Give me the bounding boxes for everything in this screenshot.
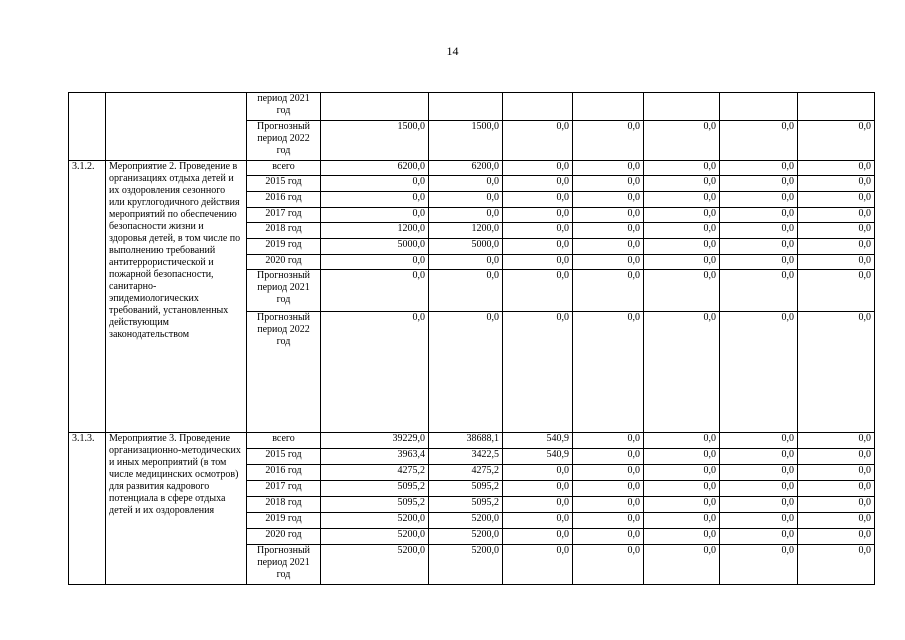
value-cell: 0,0 [644,513,720,529]
period-cell: Прогнозный период 2021 год [247,545,321,585]
value-cell: 39229,0 [321,433,429,449]
value-cell: 0,0 [644,239,720,255]
value-cell: 0,0 [503,255,573,270]
value-cell-empty [573,93,644,121]
value-cell: 0,0 [503,312,573,433]
value-cell: 0,0 [798,529,875,545]
value-cell: 0,0 [720,161,798,176]
value-cell: 0,0 [720,192,798,208]
value-cell: 0,0 [798,449,875,465]
value-cell: 0,0 [503,161,573,176]
value-cell: 0,0 [503,465,573,481]
value-cell: 6200,0 [321,161,429,176]
value-cell: 0,0 [720,529,798,545]
value-cell: 0,0 [573,481,644,497]
value-cell: 0,0 [573,270,644,312]
value-cell: 5000,0 [429,239,503,255]
value-cell: 0,0 [573,465,644,481]
value-cell: 5200,0 [429,513,503,529]
name-cell-empty [106,93,247,161]
value-cell: 0,0 [720,449,798,465]
period-cell: 2020 год [247,529,321,545]
table-row [69,93,875,121]
value-cell-empty [720,93,798,121]
value-cell: 0,0 [720,255,798,270]
value-cell: 0,0 [644,223,720,239]
value-cell: 540,9 [503,449,573,465]
value-cell: 1200,0 [429,223,503,239]
value-cell: 0,0 [798,223,875,239]
value-cell: 0,0 [321,208,429,223]
value-cell: 4275,2 [321,465,429,481]
value-cell: 5095,2 [321,481,429,497]
value-cell: 0,0 [503,223,573,239]
value-cell: 0,0 [720,270,798,312]
value-cell: 0,0 [503,529,573,545]
period-cell: 2016 год [247,192,321,208]
value-cell: 0,0 [503,270,573,312]
value-cell: 0,0 [644,449,720,465]
period-cell: Прогнозный период 2022 год [247,121,321,161]
measure-code: 3.1.2. [69,161,106,433]
budget-table [68,92,875,585]
period-cell: 2015 год [247,449,321,465]
value-cell: 5095,2 [321,497,429,513]
value-cell: 0,0 [573,529,644,545]
value-cell: 0,0 [503,208,573,223]
value-cell: 0,0 [720,513,798,529]
value-cell: 0,0 [429,192,503,208]
value-cell-empty [644,93,720,121]
period-cell: всего [247,433,321,449]
value-cell: 3422,5 [429,449,503,465]
value-cell: 0,0 [644,481,720,497]
table-row [69,161,875,176]
value-cell: 5200,0 [429,545,503,585]
value-cell: 0,0 [644,161,720,176]
period-cell: 2017 год [247,481,321,497]
value-cell: 5000,0 [321,239,429,255]
value-cell: 0,0 [644,545,720,585]
value-cell: 0,0 [503,121,573,161]
value-cell: 0,0 [644,192,720,208]
value-cell: 0,0 [798,208,875,223]
value-cell: 0,0 [573,176,644,192]
value-cell: 0,0 [798,192,875,208]
value-cell: 0,0 [644,465,720,481]
value-cell: 0,0 [720,481,798,497]
value-cell: 0,0 [644,255,720,270]
value-cell: 0,0 [798,255,875,270]
value-cell: 0,0 [720,176,798,192]
value-cell: 5200,0 [321,545,429,585]
value-cell: 0,0 [798,121,875,161]
period-cell: Прогнозный период 2022 год [247,312,321,433]
value-cell: 0,0 [321,176,429,192]
value-cell: 0,0 [644,497,720,513]
value-cell: 0,0 [720,208,798,223]
value-cell: 0,0 [429,255,503,270]
period-cell: 2019 год [247,513,321,529]
value-cell: 0,0 [798,545,875,585]
value-cell: 0,0 [573,192,644,208]
value-cell: 5200,0 [429,529,503,545]
value-cell: 0,0 [798,465,875,481]
period-cell: Прогнозный период 2021 год [247,270,321,312]
period-cell: 2018 год [247,223,321,239]
value-cell: 0,0 [573,239,644,255]
value-cell: 0,0 [798,481,875,497]
value-cell: 0,0 [573,449,644,465]
value-cell: 0,0 [798,513,875,529]
value-cell-empty [321,93,429,121]
value-cell: 0,0 [644,208,720,223]
value-cell: 38688,1 [429,433,503,449]
value-cell: 0,0 [503,239,573,255]
value-cell: 0,0 [573,497,644,513]
value-cell: 5095,2 [429,497,503,513]
value-cell: 0,0 [644,312,720,433]
value-cell: 0,0 [573,433,644,449]
value-cell: 0,0 [503,176,573,192]
table-body [69,93,875,585]
value-cell: 0,0 [798,497,875,513]
value-cell-empty [798,93,875,121]
value-cell: 0,0 [573,161,644,176]
value-cell: 0,0 [644,176,720,192]
value-cell: 0,0 [798,176,875,192]
value-cell: 0,0 [798,312,875,433]
page-number: 14 [446,44,459,58]
value-cell: 0,0 [644,121,720,161]
value-cell: 540,9 [503,433,573,449]
table-row [69,433,875,449]
value-cell: 0,0 [503,497,573,513]
value-cell: 1200,0 [321,223,429,239]
code-cell-empty [69,93,106,161]
value-cell: 0,0 [573,208,644,223]
value-cell: 0,0 [720,239,798,255]
value-cell: 0,0 [573,545,644,585]
value-cell: 0,0 [429,312,503,433]
value-cell: 0,0 [429,176,503,192]
value-cell: 0,0 [503,192,573,208]
period-cell: 2015 год [247,176,321,192]
value-cell: 0,0 [720,433,798,449]
value-cell: 0,0 [503,481,573,497]
value-cell: 0,0 [720,545,798,585]
value-cell: 1500,0 [321,121,429,161]
value-cell: 0,0 [321,192,429,208]
value-cell: 5095,2 [429,481,503,497]
value-cell-empty [429,93,503,121]
value-cell: 1500,0 [429,121,503,161]
value-cell: 0,0 [798,433,875,449]
measure-name: Мероприятие 3. Проведение организационно-методических и иных мероприятий (в том числе медицинских осмотров) для развития кадрового потенциала в сфере отдыха детей и их оздоровления [106,433,247,585]
value-cell: 5200,0 [321,529,429,545]
value-cell: 0,0 [798,270,875,312]
period-cell: период 2021 год [247,93,321,121]
value-cell: 3963,4 [321,449,429,465]
value-cell: 0,0 [503,513,573,529]
value-cell: 0,0 [644,433,720,449]
period-cell: 2016 год [247,465,321,481]
value-cell: 0,0 [429,270,503,312]
value-cell: 6200,0 [429,161,503,176]
value-cell: 0,0 [573,121,644,161]
value-cell: 0,0 [644,270,720,312]
value-cell: 0,0 [503,545,573,585]
value-cell: 0,0 [573,513,644,529]
value-cell: 0,0 [720,465,798,481]
value-cell-empty [503,93,573,121]
period-cell: 2018 год [247,497,321,513]
value-cell: 0,0 [798,161,875,176]
value-cell: 0,0 [720,223,798,239]
measure-code: 3.1.3. [69,433,106,585]
value-cell: 0,0 [321,255,429,270]
period-cell: 2017 год [247,208,321,223]
value-cell: 0,0 [720,497,798,513]
value-cell: 0,0 [644,529,720,545]
value-cell: 0,0 [798,239,875,255]
value-cell: 0,0 [429,208,503,223]
period-cell: 2019 год [247,239,321,255]
value-cell: 0,0 [720,312,798,433]
period-cell: 2020 год [247,255,321,270]
value-cell: 0,0 [321,270,429,312]
measure-name: Мероприятие 2. Проведение в организациях отдыха детей и их оздоровления сезонного или круглогодичного действия мероприятий по обеспечению безопасности жизни и здоровья детей, в том числе по выполнению требований антитеррористической и пожарной безопасности, санитарно-эпидемиологических требований, установленных действующим законодательством [106,161,247,433]
value-cell: 4275,2 [429,465,503,481]
value-cell: 0,0 [321,312,429,433]
period-cell: всего [247,161,321,176]
value-cell: 0,0 [573,312,644,433]
value-cell: 0,0 [720,121,798,161]
value-cell: 0,0 [573,255,644,270]
value-cell: 0,0 [573,223,644,239]
value-cell: 5200,0 [321,513,429,529]
